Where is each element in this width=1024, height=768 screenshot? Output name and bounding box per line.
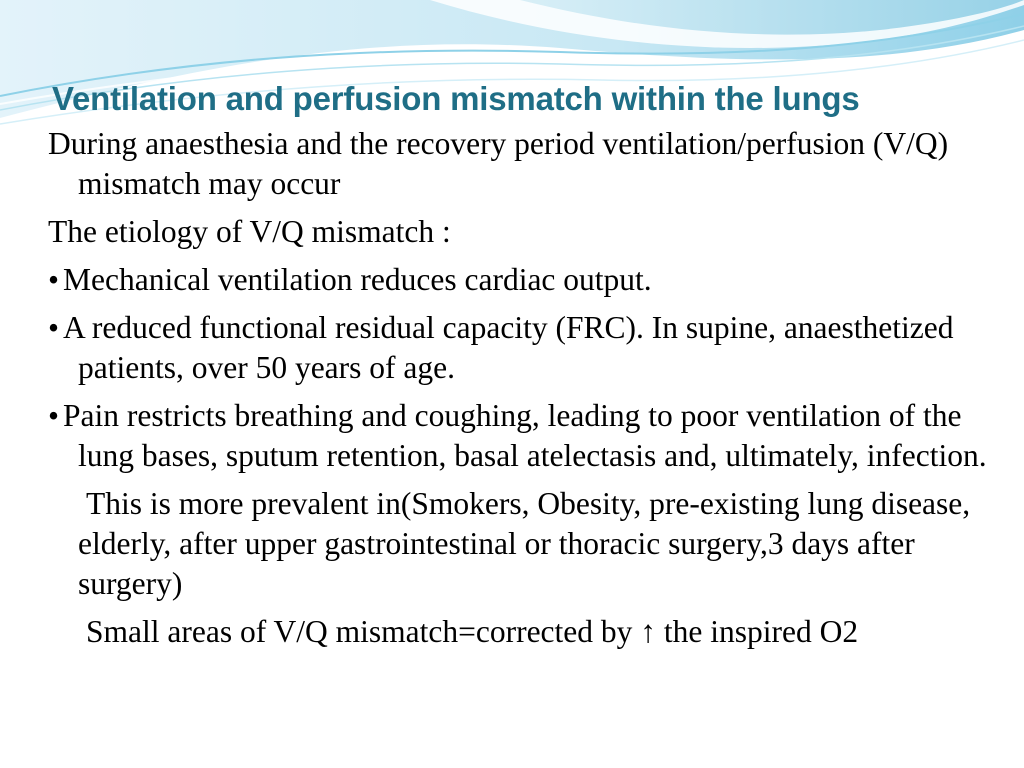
bullet-text: Pain restricts breathing and coughing, leading to poor ventilation of the lung bases, sputum retention, basal atelectasis and, ultimately, infection. (63, 398, 987, 473)
bullet-text: A reduced functional residual capacity (FRC). In supine, anaesthetized patients, over 50 years of age. (63, 310, 954, 385)
paragraph-intro (48, 124, 988, 204)
paragraph-text: During anaesthesia and the recovery period ventilation/perfusion (V/Q) mismatch may occur (48, 126, 949, 201)
bullet-text: Mechanical ventilation reduces cardiac output. (63, 262, 652, 297)
bullet-item (48, 260, 988, 300)
paragraph-correction (48, 612, 988, 652)
paragraph-prevalence (48, 484, 988, 604)
slide-body (48, 124, 988, 660)
slide-title: Ventilation and perfusion mismatch within the lungs (52, 80, 860, 117)
paragraph-etiology (48, 212, 988, 252)
bullet-icon: • (48, 398, 60, 433)
paragraph-text: The etiology of V/Q mismatch : (48, 214, 451, 249)
paragraph-text: This is more prevalent in(Smokers, Obesity, pre-existing lung disease, elderly, after upper gastrointestinal or thoracic surgery,3 days after surgery) (78, 486, 971, 601)
bullet-item (48, 308, 988, 388)
paragraph-text: Small areas of V/Q mismatch=corrected by ↑ the inspired O2 (86, 614, 859, 649)
bullet-icon: • (48, 310, 60, 345)
bullet-icon: • (48, 262, 60, 297)
header-wave-decoration (0, 0, 1024, 140)
bullet-item (48, 396, 988, 476)
